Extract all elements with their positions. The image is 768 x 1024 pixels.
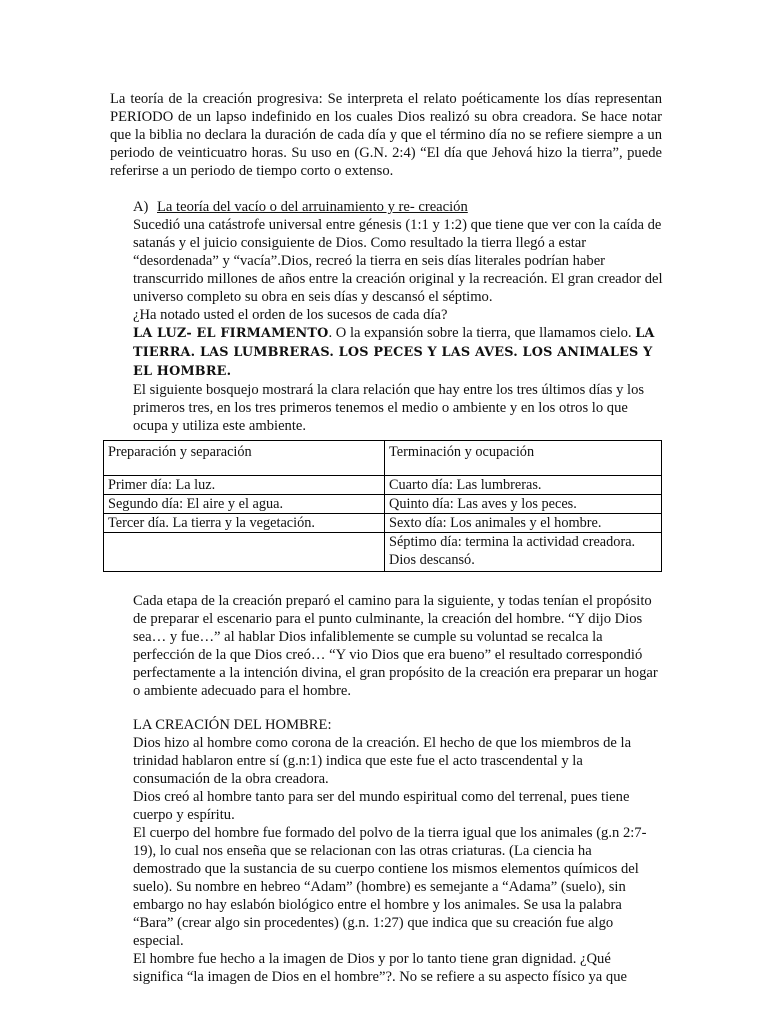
table-cell: Sexto día: Los animales y el hombre. [385,514,662,533]
table-cell: Tercer día. La tierra y la vegetación. [104,514,385,533]
table-cell: Séptimo día: termina la actividad creadora. Dios descansó. [385,533,662,572]
section-creacion-hombre [133,716,663,986]
section-paragraph-1: Sucedió una catástrofe universal entre génesis (1:1 y 1:2) que tiene que ver con la caída de satanás y el juicio consiguiente de Dios. Como resultado la tierra llegó a estar “desordenada” y “vacía”.Dios, recreó la tierra en seis días literales podrían haber transcurrido millones de años entre la creación original y la recreación. El gran creador del universo completo su obra en seis días y descansó el séptimo. [133,217,663,305]
creation-paragraph-3: El cuerpo del hombre fue formado del polvo de la tierra igual que los animales (g.n 2:7- 19), lo cual nos enseña que se relacionan con las otras criaturas. (La ciencia ha demostrado que la sustancia de su cuerpo contiene los mismos elementos químicos del suelo). Su nombre en hebreo “Adam” (hombre) es semejante a “Adama” (suelo), sin embargo no hay eslabón biológico entre el hombre y los animales. Se usa la palabra “Bara” (crear algo sin procedentes) (g.n. 1:27) que indica que su creación fue algo especial. [133,825,647,949]
table-header-row [104,441,662,476]
table-cell: Primer día: La luz. [104,476,385,495]
order-middle-text: . O la expansión sobre la tierra, que llamamos cielo. [328,325,636,341]
creation-paragraph-4: El hombre fue hecho a la imagen de Dios y por lo tanto tiene gran dignidad. ¿Qué significa “la imagen de Dios en el hombre”?. No se refiere a su aspecto físico ya que [133,951,627,985]
order-bold-1: LA LUZ- EL FIRMAMENTO [133,326,329,341]
order-bold-2: LA TIERRA. LAS LUMBRERAS. LOS PECES Y LAS AVES. LOS ANIMALES Y EL HOMBRE. [133,326,655,379]
table-cell: Quinto día: Las aves y los peces. [385,495,662,514]
table-header-cell: Preparación y separación [104,441,385,476]
table-row [104,514,662,533]
table-row [104,533,662,572]
section-question: ¿Ha notado usted el orden de los sucesos de cada día? [133,307,448,323]
section-marker: A) [133,199,149,215]
creation-order-paragraph [133,324,663,381]
section-heading [133,198,663,216]
section-paragraph-3: El siguiente bosquejo mostrará la clara relación que hay entre los tres últimos días y los primeros tres, en los tres primeros tenemos el medio o ambiente y en los otros lo que ocupa y utiliza este ambiente. [133,382,645,434]
table-row [104,476,662,495]
intro-paragraph: La teoría de la creación progresiva: Se interpreta el relato poéticamente los días representan PERIODO de un lapso indefinido en los cuales Dios realizó su obra creadora. Se hace notar que la biblia no declara la duración de cada día y que el término día no se refiere siempre a un periodo de veinticuatro horas. Su uso en (G.N. 2:4) “El día que Jehová hizo la tierra”, puede referirse a un periodo de tiempo corto o extenso. [110,91,662,179]
section-title: La teoría del vacío o del arruinamiento y re- creación [157,199,468,215]
table-header-cell: Terminación y ocupación [385,441,662,476]
table-row [104,495,662,514]
after-table-paragraph: Cada etapa de la creación preparó el camino para la siguiente, y todas tenían el propósito de preparar el escenario para el punto culminante, la creación del hombre. “Y dijo Dios sea… y fue…” al hablar Dios infaliblemente se cumple su voluntad se recalca la perfección de la que Dios creó… “Y vio Dios que era bueno” el resultado correspondió perfectamente a la intención divina, el gran propósito de la creación era preparar un hogar o ambiente adecuado para el hombre. [133,593,658,699]
creation-heading: LA CREACIÓN DEL HOMBRE: [133,717,332,733]
table-cell [104,533,385,572]
creation-paragraph-1: Dios hizo al hombre como corona de la creación. El hecho de que los miembros de la trinidad hablaron entre sí (g.n:1) indica que este fue el acto trascendental y la consumación de la obra creadora. [133,735,632,787]
table-cell: Segundo día: El aire y el agua. [104,495,385,514]
creation-paragraph-2: Dios creó al hombre tanto para ser del mundo espiritual como del terrenal, pues tiene cuerpo y espíritu. [133,789,630,823]
table-cell: Cuarto día: Las lumbreras. [385,476,662,495]
days-table [103,440,662,572]
section-vacio [133,198,663,435]
